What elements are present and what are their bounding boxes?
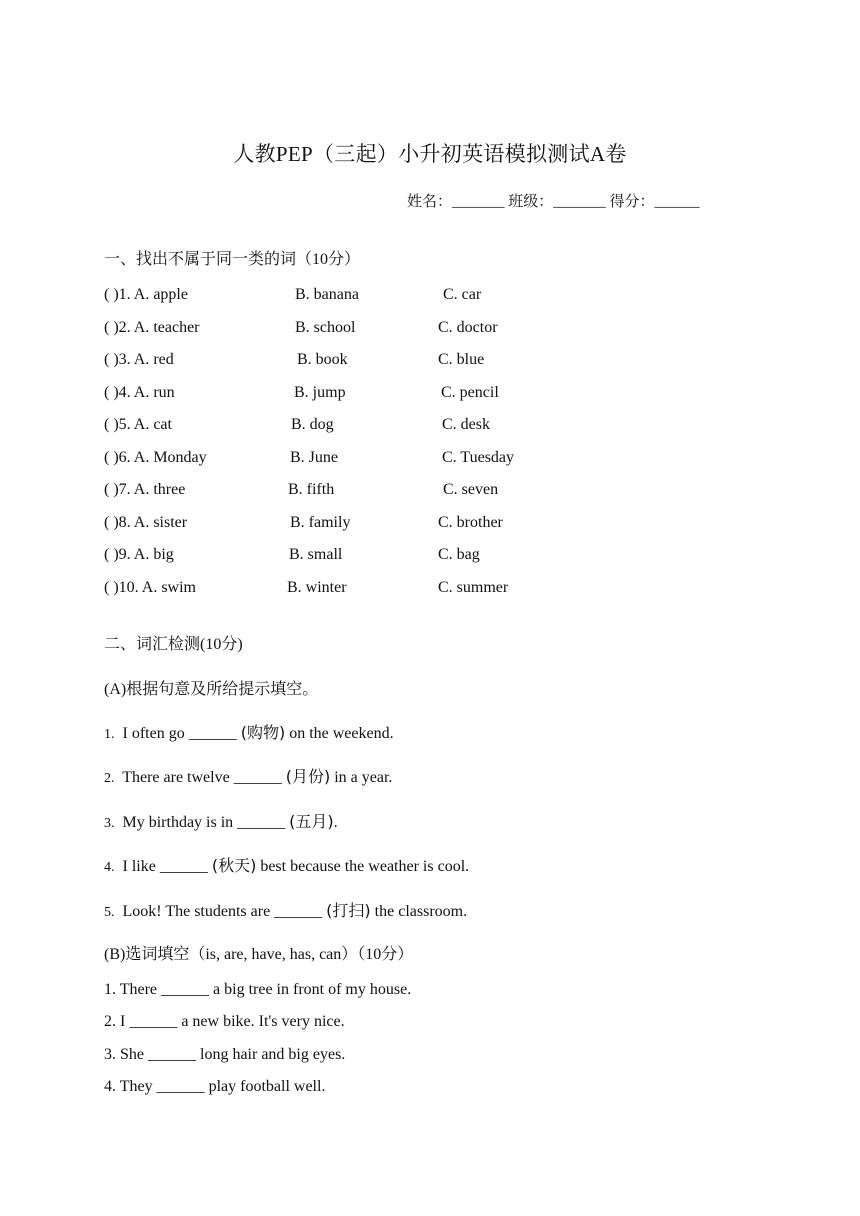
option-a: ( )5. A. cat: [104, 416, 172, 433]
option-a: ( )6. A. Monday: [104, 449, 207, 466]
chinese-hint: (购物): [240, 723, 286, 742]
option-a: ( )1. A. apple: [104, 286, 188, 303]
option-c: C. Tuesday: [442, 449, 515, 466]
fill-sentence-5: [104, 898, 467, 921]
option-a: ( )3. A. red: [104, 351, 174, 368]
sentence-after: the classroom.: [370, 903, 468, 920]
option-b: B. small: [289, 546, 343, 563]
sentence-number: 5.: [104, 905, 115, 920]
option-b: B. banana: [295, 286, 359, 303]
option-c: C. pencil: [441, 384, 499, 401]
option-a: ( )9. A. big: [104, 546, 174, 563]
fill-sentence-2: [104, 764, 392, 787]
chinese-hint: (五月): [289, 812, 334, 831]
sentence-before: Look! The students are ______: [122, 903, 327, 920]
option-c: C. doctor: [438, 319, 498, 336]
option-c: C. brother: [438, 514, 503, 531]
chinese-hint: (打扫): [326, 901, 371, 920]
sentence-after: .: [333, 814, 338, 831]
option-a: ( )4. A. run: [104, 384, 175, 401]
option-c: C. blue: [438, 351, 485, 368]
section1-heading: 一、找出不属于同一类的词（10分）: [104, 251, 361, 268]
section2-heading: 二、词汇检测(10分): [104, 636, 243, 653]
sentence-number: 3.: [104, 816, 115, 831]
sentence-after: best because the weather is cool.: [256, 858, 470, 875]
option-b: B. book: [297, 351, 348, 368]
sentence-before: There are twelve ______: [122, 769, 286, 786]
sentence-before: I often go ______: [122, 725, 241, 742]
word-choice-sentence-2: 2. I ______ a new bike. It's very nice.: [104, 1013, 345, 1030]
sentence-number: 1.: [104, 727, 115, 742]
option-b: B. winter: [287, 579, 347, 596]
student-info-line: 姓名：_______ 班级：_______ 得分：______: [407, 194, 700, 210]
option-b: B. family: [290, 514, 351, 531]
exam-title: 人教PEP（三起）小升初英语模拟测试A卷: [233, 142, 627, 166]
chinese-hint: (月份): [285, 767, 331, 786]
word-choice-sentence-1: 1. There ______ a big tree in front of my house.: [104, 981, 412, 998]
part-a-heading: (A)根据句意及所给提示填空。: [104, 681, 319, 698]
sentence-after: on the weekend.: [285, 725, 394, 742]
part-b-heading: (B)选词填空（is, are, have, has, can）（10分）: [104, 946, 414, 963]
sentence-number: 2.: [104, 771, 115, 786]
sentence-before: I like ______: [122, 858, 212, 875]
option-a: ( )2. A. teacher: [104, 319, 200, 336]
option-b: B. fifth: [288, 481, 335, 498]
option-c: C. summer: [438, 579, 509, 596]
option-a: ( )10. A. swim: [104, 579, 196, 596]
option-a: ( )8. A. sister: [104, 514, 188, 531]
sentence-before: My birthday is in ______: [122, 814, 290, 831]
fill-sentence-1: [104, 720, 394, 743]
sentence-number: 4.: [104, 860, 115, 875]
fill-sentence-3: [104, 809, 338, 832]
option-a: ( )7. A. three: [104, 481, 186, 498]
fill-sentence-4: [104, 853, 469, 876]
option-c: C. desk: [442, 416, 490, 433]
option-c: C. car: [443, 286, 482, 303]
sentence-after: in a year.: [330, 769, 393, 786]
word-choice-sentence-4: 4. They ______ play football well.: [104, 1078, 326, 1095]
chinese-hint: (秋天): [211, 856, 257, 875]
word-choice-sentence-3: 3. She ______ long hair and big eyes.: [104, 1046, 346, 1063]
option-b: B. jump: [294, 384, 346, 401]
option-b: B. school: [295, 319, 356, 336]
option-b: B. dog: [291, 416, 334, 433]
option-b: B. June: [290, 449, 338, 466]
option-c: C. bag: [438, 546, 480, 563]
option-c: C. seven: [443, 481, 499, 498]
